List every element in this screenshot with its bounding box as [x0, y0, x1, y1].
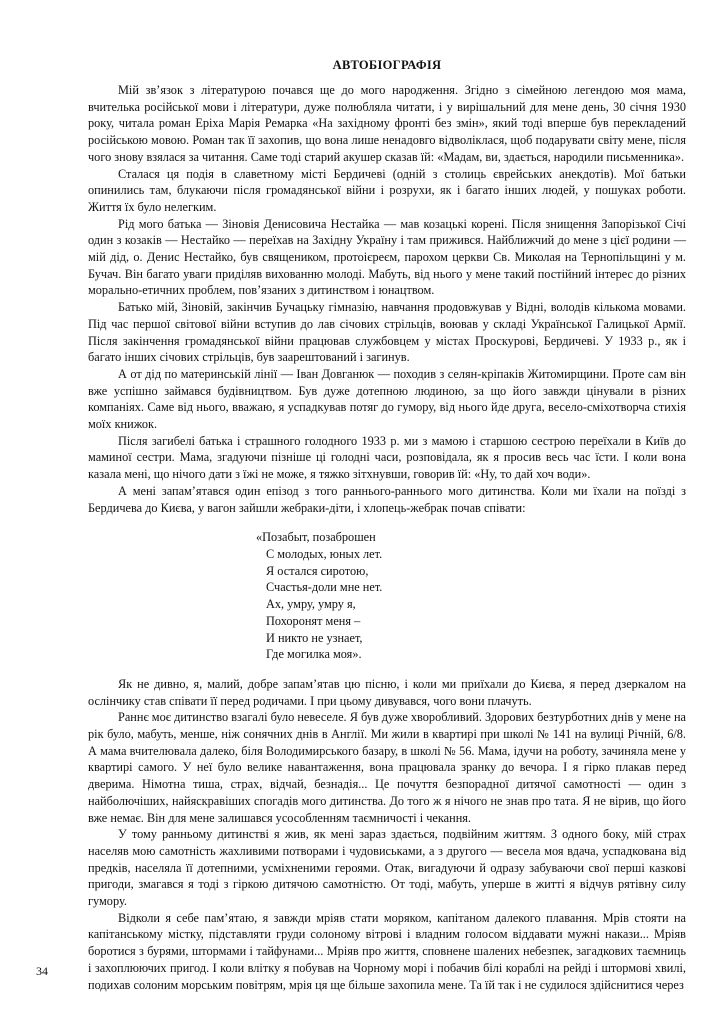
paragraph: Сталася ця подія в славетному місті Бердичеві (одній з столиць єврейських анекдотів). Мої батьки опинились там, блукаючи після громадянської війни і розрухи, як і багато інших людей, у пошуках роботи. Життя їх було нелегким. — [88, 166, 686, 214]
song-line: Счастья-доли мне нет. — [266, 580, 383, 595]
paragraph: Рід мого батька — Зіновія Денисовича Нестайка — мав козацькі корені. Після знищення Запорізької Січі один з козаків — Нестайко — переїхав на Західну Україну і там прижився. Найближчий до мене з цієї родини — мій дід, о. Денис Нестайко, був священиком, протоієреєм, парохом церкви Св. Миколая на Тернопільщині у м. Бучач. Він багато уваги приділяв вихованню молоді. Мабуть, від нього у мене такий постійний інтерес до різних морально-етичних проблем, пов’язаних з дитинством і юнацтвом. — [88, 216, 686, 298]
text-block-before-poem — [88, 82, 686, 516]
song-line: Ах, умру, умру я, — [266, 597, 356, 612]
paragraph: Раннє моє дитинство взагалі було невеселе. Я був дуже хворобливий. Здорових безтурботних днів у мене на рік було, мабуть, менше, ніж сонячних днів в Англії. Ми жили в квартирі при школі № 141 на вулиці Річній, 6/8. А мама вчителювала далеко, біля Володимирського базару, в школі № 56. Мама, ідучи на роботу, зачиняла мене у квартирі самого. У неї було велике навантаження, вона працювала зранку до вечора. І я гірко плакав перед дверима. Німотна тиша, страх, відчай, безнадія... Це почуття безпорадної дитячої самотності — один з найболючіших, найяскравіших спогадів мого дитинства. До того ж я нічого не знав про тата. Я не вірив, що його вже немає. Він для мене залишався усособленням таємничості і чекання. — [88, 710, 686, 825]
song-line: «Позабыт, позаброшен — [256, 530, 376, 545]
song-line: С молодых, юных лет. — [266, 546, 383, 561]
song-line: Я остался сиротою, — [266, 563, 369, 578]
song-line: Где могилка моя». — [266, 647, 362, 662]
document-page — [88, 58, 686, 993]
page-number: 34 — [36, 964, 48, 978]
song-line: Похоронят меня – — [266, 613, 361, 628]
paragraph: У тому ранньому дитинстві я жив, як мені зараз здається, подвійним життям. З одного боку, мій страх населяв мою самотність жахливими потворами і чудовиськами, а з другого — весела моя вдача, успадкована від предків, населяла її дотепними, усміхненими героями. Отак, вигадуючи й одразу забуваючи свої перші казкові пригоди, змагався я тоді з гіркою дитячою самотністю. От тоді, мабуть, уперше в житті я відчув рятівну силу гумору. — [88, 827, 686, 909]
text-block-after-poem — [88, 676, 686, 993]
paragraph: Як не дивно, я, малий, добре запам’ятав цю пісню, і коли ми приїхали до Києва, я перед дзеркалом на ослінчику став співати її перед родичами. І при цьому дивувався, чого вони плачуть. — [88, 676, 686, 708]
song-quote — [256, 529, 686, 663]
song-line: И никто не узнает, — [266, 630, 363, 645]
paragraph: А мені запам’ятався один епізод з того раннього-раннього мого дитинства. Коли ми їхали на поїзді з Бердичева до Києва, у вагон зайшли жебраки-діти, і хлопець-жебрак почав співати: — [88, 483, 686, 515]
paragraph: А от дід по материнській лінії — Іван Довганюк — походив з селян-кріпаків Житомирщини. Проте сам він вже успішно займався будівництвом. Був дуже дотепною людиною, за що його завжди цінували в різних компаніях. Саме від нього, вважаю, я успадкував потяг до гумору, від нього йде друга, весело-сміхотворча стихія моїх книжок. — [88, 366, 686, 432]
paragraph: Батько мій, Зіновій, закінчив Бучацьку гімназію, навчання продовжував у Відні, володів кількома мовами. Під час першої світової війни вступив до лав січових стрільців, воював у складі Української Галицької Армії. Після закінчення громадянської війни працював службовцем у містах Проскурові, Бердичеві. У 1933 р., як і багато інших січових стрільців, був заарештований і загинув. — [88, 300, 686, 365]
document-title: АВТОБІОГРАФІЯ — [332, 58, 442, 72]
paragraph: Мій зв’язок з літературою почався ще до мого народження. Згідно з сімейною легендою моя мама, вчителька російської мови і літератури, дуже полюбляла читати, і у вирішальний для мене день, 30 січня 1930 року, читала роман Еріха Марія Ремарка «На західному фронті без змін», який тоді вперше був перекладений російською мовою. Роман так її захопив, що вона лише ненадовго відволіклася, щоб подарувати світу мене, після чого знову взялася за читання. Саме тоді старий акушер сказав їй: «Мадам, ви, здається, народили письменника». — [88, 83, 686, 164]
paragraph: Відколи я себе пам’ятаю, я завжди мріяв стати моряком, капітаном далекого плавання. Мрів стояти на капітанському містку, підставляти груди солоному вітрові і владним голосом віддавати мужні накази... Мріяв боротися з бурями, штормами і тайфунами... Мріяв про життя, сповнене шалених небезпек, загадкових таємниць і захоплюючих пригод. І коли влітку я побував на Чорному морі і побачив білі кораблі на рейді і штормові хвилі, подихав солоним морським повітрям, мрія ця ще більше захопила мене. Та їй так і не судилося здійснитися через — [88, 910, 686, 992]
paragraph: Після загибелі батька і страшного голодного 1933 р. ми з мамою і старшою сестрою переїхали в Київ до маминої сестри. Мама, згадуючи пізніше ці голодні часи, розповідала, як я просив весь час їсти. І коли вона казала мені, що нічого дати з їжі не може, я тяжко зітхнувши, говорив їй: «Ну, то дай хоч води». — [88, 433, 686, 482]
